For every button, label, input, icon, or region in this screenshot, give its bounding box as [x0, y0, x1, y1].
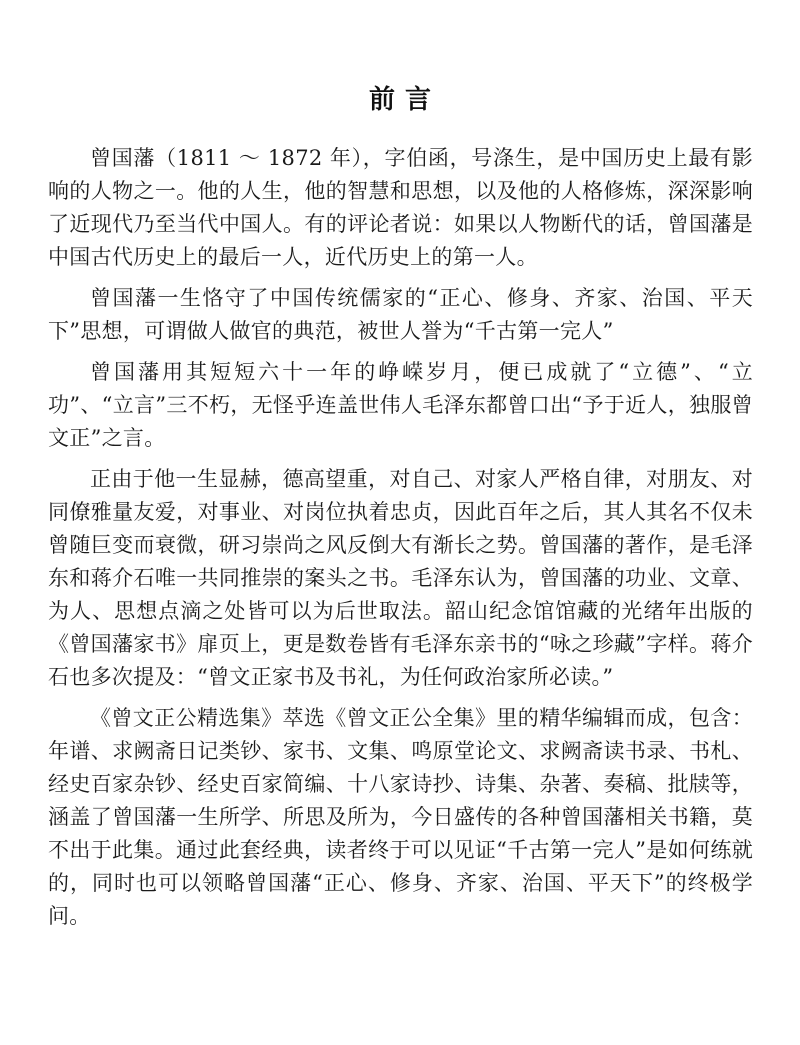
page-title: 前言 — [368, 85, 441, 116]
preface-body — [48, 142, 753, 941]
paragraph-3: 曾国藩用其短短六十一年的峥嵘岁月，便已成就了“立德”、“立功”、“立言”三不朽，无怪乎连盖世伟人毛泽东都曾口出“予于近人，独服曾文正”之言。 — [48, 360, 753, 450]
paragraph-5: 《曾文正公精选集》萃选《曾文正公全集》里的精华编辑而成，包含：年谱、求阙斋日记类钞、家书、文集、鸣原堂论文、求阙斋读书录、书札、经史百家杂钞、经史百家简编、十八家诗抄、诗集、杂著、奏稿、批牍等，涵盖了曾国藩一生所学、所思及所为，今日盛传的各种曾国藩相关书籍，莫不出于此集。通过此套经典，读者终于可以见证“千古第一完人”是如何练就的，同时也可以领略曾国藩“正心、修身、齐家、治国、平天下”的终极学问。 — [48, 706, 753, 928]
paragraph-1: 曾国藩（1811 ～ 1872 年），字伯函，号涤生，是中国历史上最有影响的人物之一。他的人生，他的智慧和思想，以及他的人格修炼，深深影响了近现代乃至当代中国人。有的评论者说：如果以人物断代的话，曾国藩是中国古代历史上的最后一人，近代历史上的第一人。 — [48, 146, 753, 269]
paragraph-4: 正由于他一生显赫，德高望重，对自己、对家人严格自律，对朋友、对同僚雅量友爱，对事业、对岗位执着忠贞，因此百年之后，其人其名不仅未曾随巨变而衰微，研习崇尚之风反倒大有渐长之势。曾国藩的著作，是毛泽东和蒋介石唯一共同推崇的案头之书。毛泽东认为，曾国藩的功业、文章、为人、思想点滴之处皆可以为后世取法。韶山纪念馆馆藏的光绪年出版的《曾国藩家书》扉页上，更是数卷皆有毛泽东亲书的“咏之珍藏”字样。蒋介石也多次提及：“曾文正家书及书礼，为任何政治家所必读。” — [48, 467, 753, 689]
paragraph-2: 曾国藩一生恪守了中国传统儒家的“正心、修身、齐家、治国、平天下”思想，可谓做人做官的典范，被世人誉为“千古第一完人” — [48, 286, 753, 343]
